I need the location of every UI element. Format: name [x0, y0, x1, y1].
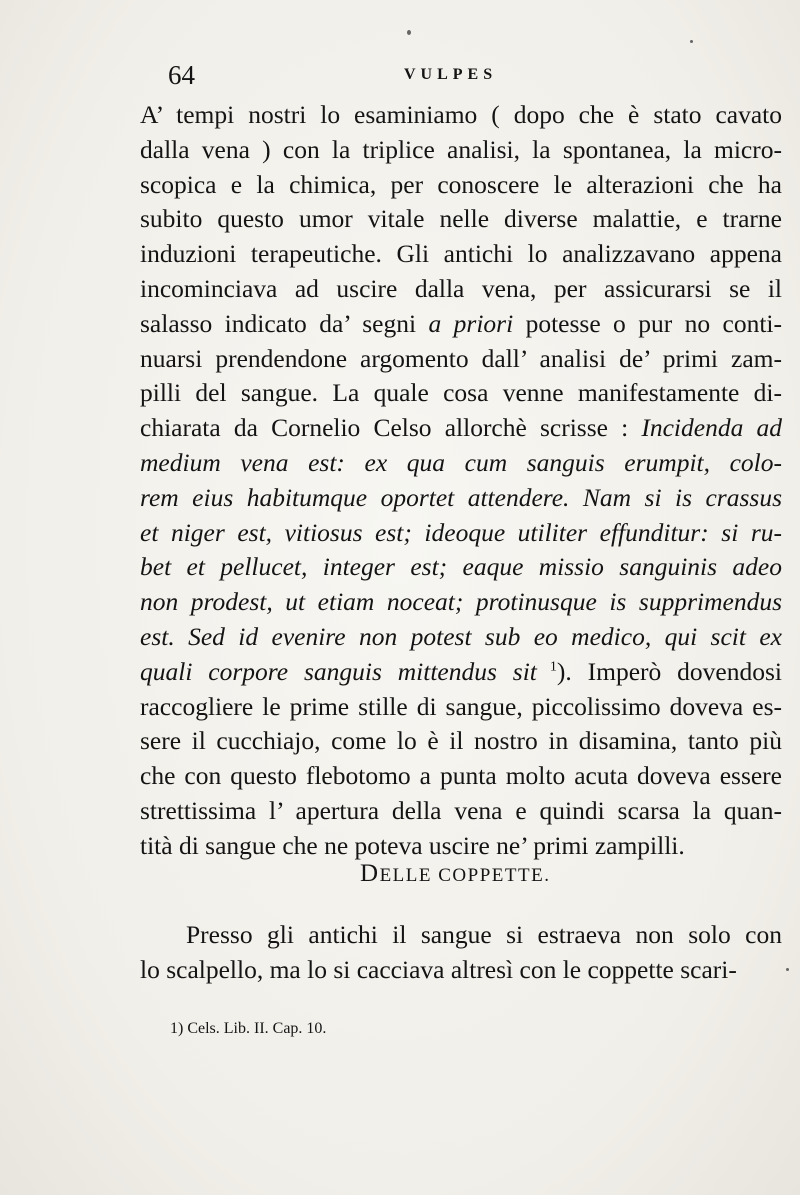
text-line	[140, 481, 782, 516]
text-line	[140, 829, 782, 864]
text-line	[140, 376, 782, 411]
text-line	[140, 202, 782, 237]
text-span: salasso indicato da’ segni	[140, 308, 429, 338]
text-line	[140, 342, 782, 377]
italic-text: quali corpore sanguis mittendus sit	[140, 656, 537, 686]
text-span: tità di sangue che ne poteva uscire ne’ primi zampilli.	[140, 830, 685, 860]
text-line	[140, 516, 782, 551]
text-line	[140, 98, 782, 133]
text-line	[140, 620, 782, 655]
text-line	[140, 918, 782, 953]
print-speck	[407, 30, 411, 35]
page-number: 64	[168, 60, 195, 90]
text-span: scopica e la chimica, per conoscere le alterazioni che ha	[140, 169, 782, 199]
italic-text: medium vena est: ex qua cum sanguis erumpit, colo-	[140, 447, 782, 477]
print-speck	[690, 40, 693, 43]
main-paragraph	[140, 98, 782, 864]
text-span: ). Imperò dovendosi	[556, 656, 782, 686]
text-line	[140, 272, 782, 307]
text-span: strettissima l’ apertura della vena e quindi scarsa la quan-	[140, 795, 782, 825]
section-heading	[360, 860, 550, 888]
italic-text: Incidenda ad	[641, 413, 782, 443]
text-span: lo scalpello, ma lo si cacciava altresì con le coppette scari-	[140, 954, 737, 984]
text-line	[140, 411, 782, 446]
section-heading-rest: ELLE COPPETTE.	[379, 865, 551, 886]
text-line	[140, 585, 782, 620]
footnote: 1) Cels. Lib. II. Cap. 10.	[170, 1020, 327, 1037]
second-paragraph	[140, 918, 782, 988]
italic-text: a priori	[428, 308, 514, 338]
text-line	[140, 168, 782, 203]
italic-text: bet et pellucet, integer est; eaque missio sanguinis adeo	[140, 552, 782, 582]
running-head: VULPES	[404, 66, 498, 83]
text-line	[140, 446, 782, 481]
italic-text: est. Sed id evenire non potest sub eo medico, qui scit ex	[140, 621, 782, 651]
text-span: che con questo flebotomo a punta molto acuta doveva essere	[140, 761, 782, 791]
text-span: chiarata da Cornelio Celso allorchè scrisse :	[140, 413, 642, 443]
text-line	[140, 690, 782, 725]
text-line	[140, 133, 782, 168]
footnote-reference: 1	[536, 659, 557, 675]
text-span: incominciava ad uscire dalla vena, per assicurarsi se il	[140, 273, 782, 303]
italic-text: non prodest, ut etiam noceat; protinusque is supprimendus	[140, 587, 782, 617]
italic-text: rem eius habitumque oportet attendere. Nam si is crassus	[140, 482, 782, 512]
text-line	[140, 655, 782, 690]
text-line	[140, 550, 782, 585]
print-speck	[786, 968, 789, 971]
text-line	[140, 724, 782, 759]
text-span: sere il cucchiajo, come lo è il nostro in disamina, tanto più	[140, 726, 782, 756]
text-span: A’ tempi nostri lo esaminiamo ( dopo che è stato cavato	[140, 100, 782, 129]
text-line	[140, 953, 782, 988]
text-line	[140, 237, 782, 272]
text-span: nuarsi prendendone argomento dall’ analisi de’ primi zam-	[140, 343, 782, 373]
text-span: induzioni terapeutiche. Gli antichi lo analizzavano appena	[140, 239, 782, 269]
page-header	[168, 60, 740, 100]
text-span: subito questo umor vitale nelle diverse malattie, e trarne	[140, 204, 782, 234]
text-span: pilli del sangue. La quale cosa venne manifestamente di-	[140, 378, 782, 408]
text-line	[140, 307, 782, 342]
text-span: potesse o pur no conti-	[513, 308, 782, 338]
text-line	[140, 794, 782, 829]
text-span: dalla vena ) con la triplice analisi, la spontanea, la micro-	[140, 134, 782, 164]
italic-text: et niger est, vitiosus est; ideoque utiliter effunditur: si ru-	[140, 517, 782, 547]
text-span: Presso gli antichi il sangue si estraeva non solo con	[186, 920, 782, 949]
text-span: raccogliere le prime stille di sangue, piccolissimo doveva es-	[140, 691, 782, 721]
section-heading-initial: D	[360, 860, 380, 887]
text-line	[140, 759, 782, 794]
